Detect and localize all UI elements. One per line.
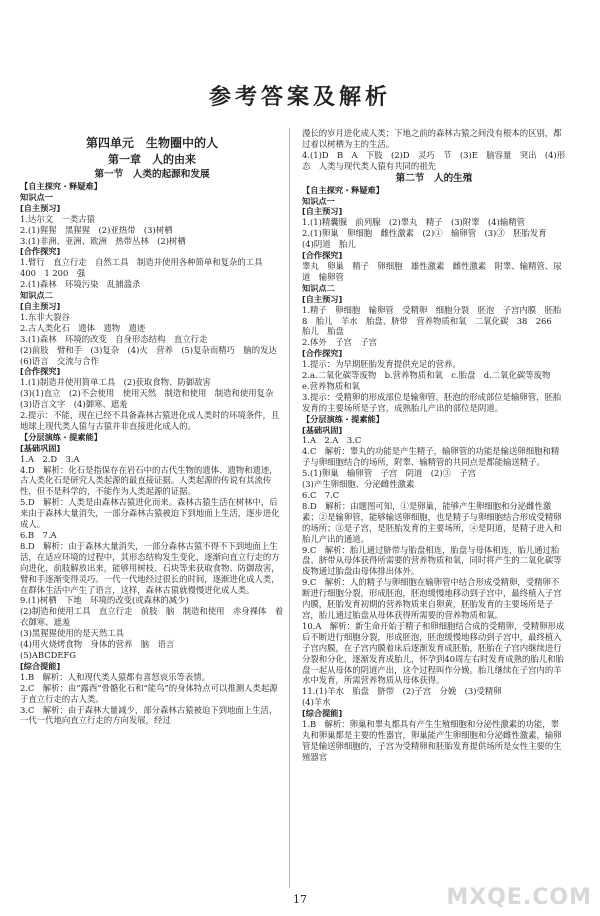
answer-line: [合作探究] (20, 246, 61, 257)
answer-line: 【分层演练・提素能】 (20, 431, 102, 442)
right-continued-answers (302, 128, 566, 172)
answer-line: (4)羊水 (302, 697, 331, 708)
answer-line: [合作探究] (20, 366, 61, 377)
answer-line: 【自主探究・释疑难】 (302, 184, 384, 195)
answer-line: [自主预习] (302, 293, 343, 304)
answer-line: 漫长的岁月进化成人类；下地之前的森林古猿之间没有根本的区别，都过着以树栖为主的生活。 (302, 128, 562, 149)
answer-line: 知识点一 (20, 191, 53, 202)
answer-line: 知识点二 (302, 282, 335, 293)
answer-line: 知识点二 (20, 290, 53, 301)
answer-line: 1.A 2.D 3.A (20, 453, 80, 464)
answer-line: 2.(1)森林 环境污染 乱捕滥杀 (20, 279, 141, 290)
answer-line: (5)ABCDEFG (20, 649, 76, 660)
page-number: 17 (293, 893, 307, 906)
answer-line: 4.(1)D B A 下肢 (2)D 灵巧 节 (3)E 脑容量 突出 (4)形态 人类与现代类人猿有共同的祖先 (302, 149, 566, 171)
section-heading: 第一节 人类的起源和发展 (94, 169, 210, 180)
answer-line: 9.(1)树栖 下地 环境的改变(或森林的减少) (20, 595, 189, 606)
answer-line: 1.精子 卵细胞 输卵管 受精卵 细胞分裂 胚泡 子宫内膜 胚胎 8 胎儿 羊水 胎盘、脐带 营养物质和氧 二氧化碳 38 266 胎儿 胎盘 (302, 304, 570, 337)
answer-line: 2.(1)卵巢 卵细胞 雌性激素 (2)① 输卵管 (3)③ 胚胎发育 (4)阴道 胎儿 (302, 228, 555, 250)
answer-line: 2.古人类化石 遗体 遗物 遗迹 (20, 322, 146, 333)
answer-line: 8.D 解析：由题图可知，①是卵巢，能够产生卵细胞和分泌雌性激素；②是输卵管，能够输送卵细胞，也是精子与卵细胞结合形成受精卵的场所；③是子宫，是胚胎发育的主要场所，④是阴道，是精子进入和胎儿产出的通道。 (302, 500, 562, 544)
answer-line: (4)用火烧烤食物 身体的营养 脑 语言 (20, 639, 175, 650)
answer-line: 6.C 7.C (302, 490, 340, 500)
answer-line: 3.(1)森林 环境的改变 自身形态结构 直立行走 (20, 333, 208, 344)
answer-line: 3.提示：受精卵的形成部位是输卵管，胚泡的形成部位是输卵管，胚胎发育的主要场所是子宫，成熟胎儿产出的部位是阴道。 (302, 391, 562, 413)
answer-line: 知识点一 (302, 195, 335, 206)
answer-line: 【自主探究・释疑难】 (20, 181, 102, 191)
chapter-heading: 第一章 人的由来 (108, 153, 196, 166)
answer-line: 2.提示：不能，现在已经不具备森林古猿进化成人类时的环境条件，且地球上现代类人猿与古猿并非直接进化成人的。 (20, 410, 280, 431)
answer-line: 1.达尔文 一类古猿 (20, 213, 95, 224)
answer-line: 1.A 2.A 3.C (302, 435, 362, 446)
answer-line: 1.B 解析：人和现代类人猿都有喜怒哀乐等表情。 (20, 671, 211, 682)
answer-line: [合作探究] (302, 250, 343, 261)
answer-line: 4.D 解析：化石是指保存在岩石中的古代生物的遗体、遗物和遗迹，古人类化石是研究人类起源的最直接证据。人类起源的传说有其流传性，但不是科学的，不能作为人类起源的证据。 (20, 464, 278, 497)
answer-line: 1.臂行 直立行走 自然工具 制造并使用各种简单和复杂的工具 400 1 200 强 (20, 257, 271, 279)
answer-line: 9.C 解析：胎儿通过脐带与胎盘相连，胎盘与母体相连，胎儿通过胎盘、脐带从母体获得所需要的营养物质和氧，同时将产生的二氧化碳等废物通过胎盘由母体排出体外。 (302, 544, 562, 577)
answer-line: (3)产生卵细胞、分泌雌性激素 (302, 479, 415, 490)
answer-line: 5.(1)卵巢 输卵管 子宫 阴道 (2)③ 子宫 (302, 468, 477, 479)
answer-line: [自主预习] (20, 202, 61, 213)
answer-line: 1.(1)制造并使用简单工具 (2)获取食物、防御敌害 (20, 377, 211, 388)
answer-line: 【分层演练・提素能】 (302, 413, 384, 424)
answer-line: 1.B 解析：卵巢和睾丸都具有产生生殖细胞和分泌性激素的功能，睾丸和卵巢都是主要的性器官，卵巢能产生卵细胞和分泌雌性激素，输卵管是输送卵细胞的，子宫为受精卵和胚胎发育提供场所是女性主要的生殖器官 (302, 719, 562, 762)
answer-line: 9.C 解析：人的精子与卵细胞在输卵管中结合形成受精卵，受精卵不断进行细胞分裂，形成胚泡，胚泡缓慢地移动到子宫中，最终植入子宫内膜，胚胎发育初期的营养物质来自卵黄，胚胎发育的主要场所是子宫，胎儿通过胎盘从母体获得所需要的营养物质和氧。 (302, 577, 562, 620)
unit-heading: 第四单元 生物圈中的人 (85, 136, 218, 150)
left-column (20, 128, 284, 880)
answer-line: [自主预习] (302, 206, 343, 217)
answer-line: (2)制造和使用工具 直立行走 前肢 脑 制造和使用 赤身裸体 着衣御寒、遮羞 (20, 606, 284, 628)
answer-line: [自主预习] (20, 300, 61, 311)
page-title: 参考答案及解析 (208, 85, 391, 110)
column-divider (289, 128, 290, 888)
answer-line: 1.(1)精囊腺 前列腺 (2)睾丸 精子 (3)附睾 (4)输精管 (302, 217, 525, 228)
right-answer-list (302, 184, 570, 763)
answer-line: (3)(1)直立 (2)不会使用 使用天然 制造和使用 制造和使用复杂 (3)语言文字 (4)御寒、遮羞 (20, 388, 282, 410)
answer-line: 3.C 解析：由于森林大量减少，部分森林古猿被迫下到地面上生活，一代一代地向直立行走的方向发展，经过 (20, 704, 278, 726)
answer-line: 3.(1)非洲、亚洲、欧洲 热带丛林 (2)树栖 (20, 235, 186, 246)
answer-line: [合作探究] (302, 348, 343, 359)
answer-line: [综合提能] (302, 708, 343, 719)
answer-line: 10.A 解析：新生命开始于精子和卵细胞结合成的受精卵，受精卵形成后不断进行细胞分裂，形成胚泡，胚泡缓慢地移动到子宫中，最终植入子宫内膜，在子宫内膜着床后逐渐发育成胚胎，胚胎在子宫内继续进行分裂和分化，逐渐发育成胎儿，怀孕到40周左右时发育成熟的胎儿和胎盘一起从母体的阴道产出，这个过程叫作分娩。胎儿继续在子宫内的羊水中发育，所需营养物质从母体获得。 (302, 620, 565, 686)
right-column (302, 128, 570, 888)
answer-line: 8.D 解析：由于森林大量消失，一部分森林古猿不得不下到地面上生活，在适应环境的过程中，其形态结构发生变化，逐渐向直立行走的方向进化，前肢解放出来，能够用树枝、石块等来获取食物、防御敌害，臂和手逐渐变得灵巧。一代一代地经过很长的时间，逐渐进化成人类，在群体生活中产生了语言，这样，森林古猿就慢慢进化成人类。 (20, 540, 280, 595)
answer-line: [基础巩固] (302, 424, 343, 435)
watermark-logo: MXQE.COM (446, 885, 592, 910)
answer-line: 4.C 解析：睾丸的功能是产生精子，输卵管的功能是输送卵细胞和精子与卵细胞结合的场所，附睾、输精管的共同点是都能输送精子。 (302, 446, 560, 468)
answer-line: 11.(1)羊水 胎盘 脐带 (2)子宫 分娩 (3)受精卵 (302, 686, 502, 697)
answer-line: 1.东非大裂谷 (20, 311, 70, 322)
answer-line: 2.C 解析：由“露西”骨骼化石和“能鸟”的身体特点可以推测人类起源于直立行走的古人类。 (20, 682, 278, 704)
answer-line: 6.B 7.A (20, 530, 57, 540)
answer-line: 2.a.二氧化碳等废物 b.营养物质和氧 c.胎盘 d.二氧化碳等废物 e.营养物质和氧 (302, 370, 559, 391)
answer-line: 睾丸 卵巢 精子 卵细胞 雄性激素 雌性激素 附睾、输精管、尿道 输卵管 (302, 260, 562, 282)
left-answer-list (20, 181, 284, 726)
answer-line: [基础巩固] (20, 442, 61, 453)
answer-line: 2.体外 子宫 子宫 (302, 337, 377, 348)
answer-line: 5.D 解析：人类是由森林古猿进化而来。森林古猿生活在树林中，后来由于森林大量消失，一部分森林古猿被迫下到地面上生活，逐步进化成人。 (20, 497, 280, 530)
section-heading-2: 第二节 人的生殖 (395, 172, 473, 184)
answer-line: (3)黑猩猩使用的是天然工具 (20, 628, 124, 639)
answer-line: 1.提示：为早期胚胎发育提供充足的营养。 (302, 359, 461, 370)
answer-line: [综合提能] (20, 660, 61, 671)
answer-line: 2.(1)猩猩 黑猩猩 (2)亚热带 (3)树栖 (20, 224, 173, 235)
answer-line: (2)前肢 臂和手 (3)复杂 (4)火 营养 (5)复杂而精巧 脑的发达 (6)语言 交流与合作 (20, 344, 286, 366)
